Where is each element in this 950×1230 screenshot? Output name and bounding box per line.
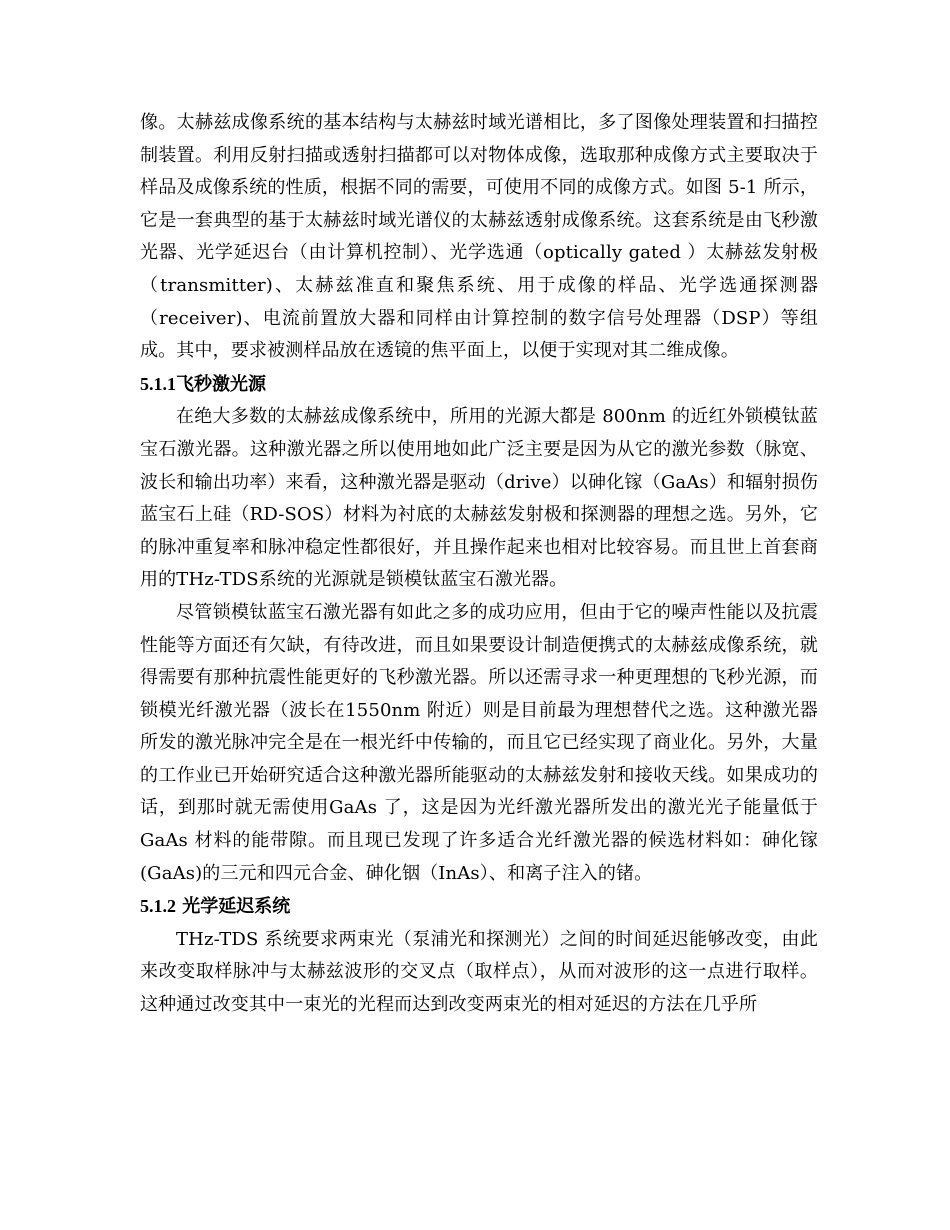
body-paragraph: 尽管锁模钛蓝宝石激光器有如此之多的成功应用，但由于它的噪声性能以及抗震性能等方面还有欠缺，有待改进，而且如果要设计制造便携式的太赫兹成像系统，就得需要有那种抗震性能更好的飞秒激光器。所以还需寻求一种更理想的飞秒光源，而锁模光纤激光器（波长在1550nm 附近）则是目前最为理想替代之选。这种激光器所发的激光脉冲完全是在一根光纤中传输的，而且它已经实现了商业化。另外，大量的工作业已开始研究适合这种激光器所能驱动的太赫兹发射和接收天线。如果成功的话，到那时就无需使用GaAs 了，这是因为光纤激光器所发出的激光光子能量低于 GaAs 材料的能带隙。而且现已发现了许多适合光纤激光器的候选材料如：砷化镓(GaAs)的三元和四元合金、砷化铟（InAs）、和离子注入的锗。	[140, 601, 818, 884]
document-body	[140, 107, 818, 1022]
section-title: 飞秒激光源	[176, 373, 266, 395]
section-heading-5-1-1	[140, 368, 818, 402]
section-title: 光学延迟系统	[176, 896, 291, 918]
body-paragraph: 在绝大多数的太赫兹成像系统中，所用的光源大都是 800nm 的近红外锁模钛蓝宝石激光器。这种激光器之所以使用地如此广泛主要是因为从它的激光参数（脉宽、波长和输出功率）来看，这种激光器是驱动（drive）以砷化镓（GaAs）和辐射损伤蓝宝石上硅（RD-SOS）材料为衬底的太赫兹发射极和探测器的理想之选。另外，它的脉冲重复率和脉冲稳定性都很好，并且操作起来也相对比较容易。而且世上首套商用的THz-TDS系统的光源就是锁模钛蓝宝石激光器。	[140, 406, 818, 591]
section-heading-5-1-2	[140, 890, 818, 924]
section-number: 5.1.2	[140, 896, 176, 917]
intro-paragraph: 像。太赫兹成像系统的基本结构与太赫兹时域光谱相比，多了图像处理装置和扫描控制装置。利用反射扫描或透射扫描都可以对物体成像，选取那种成像方式主要取决于样品及成像系统的性质，根据不同的需要，可使用不同的成像方式。如图 5-1 所示，它是一套典型的基于太赫兹时域光谱仪的太赫兹透射成像系统。这套系统是由飞秒激光器、光学延迟台（由计算机控制）、光学选通（optically gated ）太赫兹发射极（transmitter)、太赫兹准直和聚焦系统、用于成像的样品、光学选通探测器（receiver)、电流前置放大器和同样由计算控制的数字信号处理器（DSP）等组成。其中，要求被测样品放在透镜的焦平面上，以便于实现对其二维成像。	[140, 112, 818, 362]
body-paragraph: THz-TDS 系统要求两束光（泵浦光和探测光）之间的时间延迟能够改变，由此来改变取样脉冲与太赫兹波形的交叉点（取样点），从而对波形的这一点进行取样。这种通过改变其中一束光的光程而达到改变两束光的相对延迟的方法在几乎所	[140, 928, 818, 1016]
section-number: 5.1.1	[140, 373, 176, 394]
